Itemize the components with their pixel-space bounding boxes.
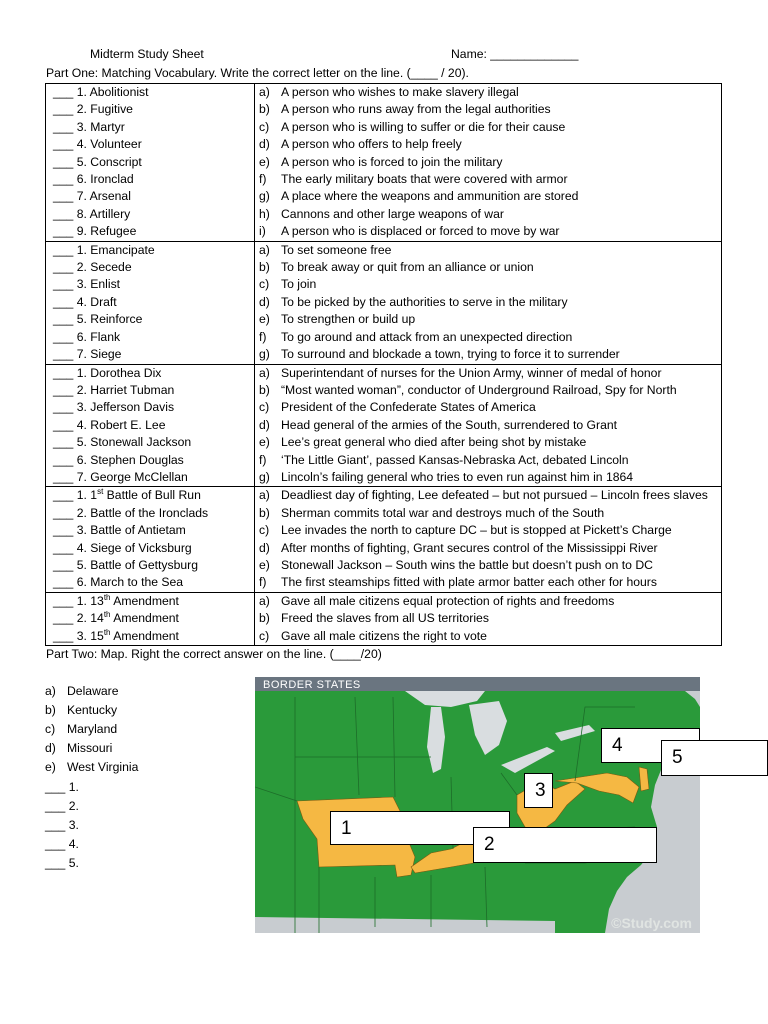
letter-cell: a) (259, 85, 270, 99)
map-graphic (255, 677, 700, 933)
term-cell[interactable]: ___ 1. Abolitionist (46, 84, 255, 102)
table-row (46, 241, 722, 259)
definition-cell: Head general of the armies of the South, surrendered to Grant (281, 417, 618, 432)
letter-cell: f) (259, 329, 267, 344)
letter-cell: b) (259, 382, 270, 397)
table-row (46, 294, 722, 311)
letter-cell: d) (259, 294, 270, 309)
matching-section (46, 487, 722, 592)
letter-cell: a) (259, 593, 270, 608)
table-row (46, 346, 722, 364)
definition-cell: Stonewall Jackson – South wins the battle but doesn’t push on to DC (281, 557, 653, 572)
term-cell[interactable]: ___ 4. Draft (46, 294, 255, 311)
definition-cell: Lincoln’s failing general who tries to even run against him in 1864 (281, 469, 634, 484)
table-row (46, 610, 722, 627)
part-one-instructions: Part One: Matching Vocabulary. Write the correct letter on the line. (____ / 20). (46, 66, 469, 80)
term-cell[interactable]: ___ 5. Stonewall Jackson (46, 434, 255, 451)
table-row (46, 628, 722, 646)
letter-cell: b) (259, 505, 270, 520)
letter-cell: g) (259, 189, 270, 204)
map-label-box-2: 2 (473, 827, 657, 863)
term-cell[interactable]: ___ 2. Fugitive (46, 101, 255, 118)
definition-cell: “Most wanted woman”, conductor of Underground Railroad, Spy for North (281, 382, 677, 397)
table-row (46, 223, 722, 241)
matching-section (46, 364, 722, 487)
table-row (46, 522, 722, 539)
table-row (46, 540, 722, 557)
option-item: a) Delaware (45, 684, 119, 698)
definition-cell: Gave all male citizens the right to vote (281, 628, 487, 643)
table-row (46, 188, 722, 205)
term-cell[interactable]: ___ 2. Harriet Tubman (46, 382, 255, 399)
definition-cell: To strengthen or build up (281, 312, 416, 327)
letter-cell: c) (259, 400, 270, 415)
term-cell[interactable]: ___ 2. 14th Amendment (46, 610, 255, 627)
part-two-instructions: Part Two: Map. Right the correct answer on the line. (____/20) (46, 647, 382, 661)
term-cell[interactable]: ___ 1. 1st Battle of Bull Run (46, 487, 255, 505)
table-row (46, 119, 722, 136)
matching-table (45, 83, 722, 646)
table-row (46, 557, 722, 574)
definition-cell: A person who is willing to suffer or die for their cause (281, 119, 566, 134)
term-cell[interactable]: ___ 5. Reinforce (46, 311, 255, 328)
answer-blank[interactable]: ___ 4. (45, 837, 79, 851)
letter-cell: f) (259, 575, 267, 590)
table-row (46, 206, 722, 223)
map-label-box-3: 3 (524, 773, 553, 808)
matching-section (46, 592, 722, 645)
map-options-list (45, 682, 138, 777)
option-item: d) Missouri (45, 741, 113, 755)
table-row (46, 592, 722, 610)
definition-cell: Cannons and other large weapons of war (281, 206, 504, 221)
letter-cell: g) (259, 469, 270, 484)
table-row (46, 84, 722, 102)
page-header (0, 47, 768, 63)
definition-cell: Lee’s great general who died after being shot by mistake (281, 435, 587, 450)
term-cell[interactable]: ___ 3. 15th Amendment (46, 628, 255, 646)
map-label-box-4: 4 (601, 728, 700, 763)
definition-cell: Superintendant of nurses for the Union Army, winner of medal of honor (281, 365, 662, 380)
option-item: c) Maryland (45, 722, 118, 736)
letter-cell: i) (259, 224, 266, 239)
term-cell[interactable]: ___ 4. Robert E. Lee (46, 417, 255, 434)
definition-cell: To set someone free (281, 242, 392, 257)
letter-cell: d) (259, 540, 270, 555)
term-cell[interactable]: ___ 4. Siege of Vicksburg (46, 540, 255, 557)
answer-blank[interactable]: ___ 5. (45, 856, 79, 870)
term-cell[interactable]: ___ 2. Secede (46, 259, 255, 276)
definition-cell: President of the Confederate States of America (281, 400, 536, 415)
map-watermark: ©Study.com (611, 915, 692, 931)
table-row (46, 136, 722, 153)
table-row (46, 417, 722, 434)
term-cell[interactable]: ___ 5. Battle of Gettysburg (46, 557, 255, 574)
letter-cell: e) (259, 435, 270, 450)
letter-cell: c) (259, 277, 270, 292)
term-cell[interactable]: ___ 1. Dorothea Dix (46, 364, 255, 382)
term-cell[interactable]: ___ 9. Refugee (46, 223, 255, 241)
term-cell[interactable]: ___ 8. Artillery (46, 206, 255, 223)
answer-blank[interactable]: ___ 1. (45, 780, 79, 794)
definition-cell: A person who offers to help freely (281, 137, 462, 152)
letter-cell: f) (259, 172, 267, 187)
definition-cell: To go around and attack from an unexpected direction (281, 329, 573, 344)
term-cell[interactable]: ___ 7. Siege (46, 346, 255, 364)
term-cell[interactable]: ___ 6. Ironclad (46, 171, 255, 188)
matching-section (46, 84, 722, 242)
table-row (46, 276, 722, 293)
table-row (46, 329, 722, 346)
definition-cell: A place where the weapons and ammunition are stored (281, 189, 579, 204)
table-row (46, 154, 722, 171)
term-cell[interactable]: ___ 5. Conscript (46, 154, 255, 171)
option-item: b) Kentucky (45, 703, 118, 717)
table-row (46, 399, 722, 416)
definition-cell: To break away or quit from an alliance or union (281, 260, 534, 275)
definition-cell: Gave all male citizens equal protection of rights and freedoms (281, 593, 615, 608)
term-cell[interactable]: ___ 3. Enlist (46, 276, 255, 293)
definition-cell: The early military boats that were covered with armor (281, 172, 568, 187)
table-row (46, 171, 722, 188)
definition-cell: After months of fighting, Grant secures control of the Mississippi River (281, 540, 658, 555)
letter-cell: c) (259, 523, 270, 538)
answer-blank[interactable]: ___ 3. (45, 818, 79, 832)
term-cell[interactable]: ___ 2. Battle of the Ironclads (46, 505, 255, 522)
letter-cell: d) (259, 417, 270, 432)
term-cell[interactable]: ___ 6. Flank (46, 329, 255, 346)
map-title: BORDER STATES (263, 679, 361, 691)
table-row (46, 487, 722, 505)
term-cell[interactable]: ___ 6. Stephen Douglas (46, 452, 255, 469)
letter-cell: a) (259, 242, 270, 257)
definition-cell: ‘The Little Giant’, passed Kansas-Nebraska Act, debated Lincoln (281, 452, 629, 467)
table-row (46, 311, 722, 328)
term-cell[interactable]: ___ 4. Volunteer (46, 136, 255, 153)
letter-cell: a) (259, 365, 270, 380)
definition-cell: To join (281, 277, 317, 292)
table-row (46, 434, 722, 451)
letter-cell: c) (259, 119, 270, 134)
table-row (46, 574, 722, 592)
term-cell[interactable]: ___ 3. Martyr (46, 119, 255, 136)
table-row (46, 101, 722, 118)
answer-blank[interactable]: ___ 2. (45, 799, 79, 813)
name-field: Name: _____________ (451, 47, 579, 61)
term-cell[interactable]: ___ 7. George McClellan (46, 469, 255, 487)
table-row (46, 364, 722, 382)
table-row (46, 382, 722, 399)
letter-cell: d) (259, 137, 270, 152)
definition-cell: To be picked by the authorities to serve in the military (281, 294, 568, 309)
definition-cell: Sherman commits total war and destroys much of the South (281, 505, 605, 520)
definition-cell: A person who wishes to make slavery illegal (281, 85, 519, 99)
definition-cell: A person who runs away from the legal authorities (281, 102, 551, 117)
map-answer-blanks (45, 778, 79, 873)
term-cell[interactable]: ___ 7. Arsenal (46, 188, 255, 205)
map-label-box-5: 5 (661, 740, 768, 776)
definition-cell: A person who is displaced or forced to move by war (281, 224, 560, 239)
letter-cell: a) (259, 488, 270, 503)
table-row (46, 505, 722, 522)
table-row (46, 469, 722, 487)
matching-section (46, 241, 722, 364)
term-cell[interactable]: ___ 1. Emancipate (46, 241, 255, 259)
term-cell[interactable]: ___ 6. March to the Sea (46, 574, 255, 592)
border-states-map (255, 677, 700, 933)
term-cell[interactable]: ___ 3. Battle of Antietam (46, 522, 255, 539)
definition-cell: Freed the slaves from all US territories (281, 611, 489, 626)
letter-cell: g) (259, 347, 270, 362)
letter-cell: e) (259, 312, 270, 327)
letter-cell: h) (259, 206, 270, 221)
letter-cell: e) (259, 154, 270, 169)
definition-cell: To surround and blockade a town, trying to force it to surrender (281, 347, 620, 362)
page-title: Midterm Study Sheet (90, 47, 204, 61)
letter-cell: b) (259, 611, 270, 626)
term-cell[interactable]: ___ 3. Jefferson Davis (46, 399, 255, 416)
table-row (46, 452, 722, 469)
letter-cell: c) (259, 628, 270, 643)
map-label-box-1: 1 (330, 811, 510, 845)
definition-cell: Lee invades the north to capture DC – but is stopped at Pickett’s Charge (281, 523, 672, 538)
letter-cell: b) (259, 260, 270, 275)
term-cell[interactable]: ___ 1. 13th Amendment (46, 592, 255, 610)
definition-cell: Deadliest day of fighting, Lee defeated – but not pursued – Lincoln frees slaves (281, 488, 708, 503)
definition-cell: A person who is forced to join the military (281, 154, 503, 169)
definition-cell: The first steamships fitted with plate armor batter each other for hours (281, 575, 657, 590)
letter-cell: b) (259, 102, 270, 117)
letter-cell: e) (259, 557, 270, 572)
letter-cell: f) (259, 452, 267, 467)
option-item: e) West Virginia (45, 760, 139, 774)
table-row (46, 259, 722, 276)
